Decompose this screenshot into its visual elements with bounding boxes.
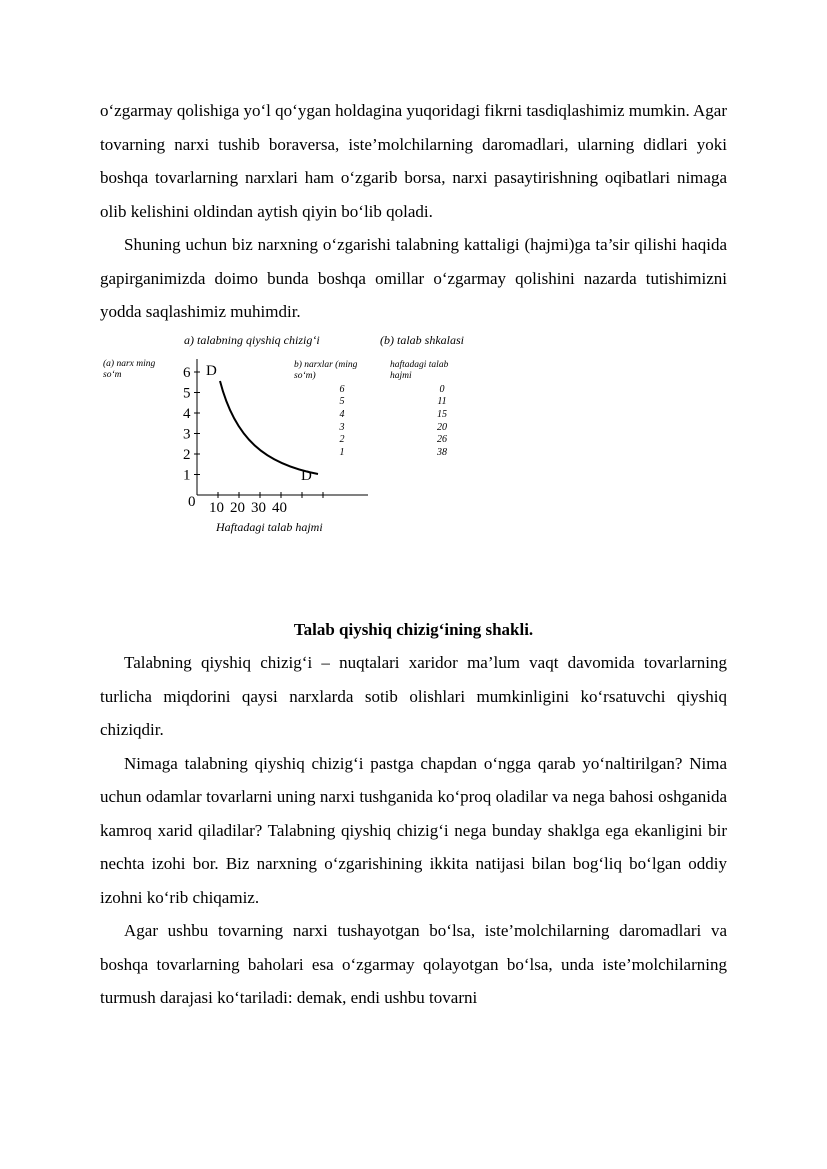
caption-b: (b) talab shkalasi	[380, 332, 464, 347]
x-axis-label: Haftadagi talab hajmi	[216, 519, 323, 534]
table-price-cell: 5	[339, 396, 345, 408]
paragraph-1: o‘zgarmay qolishiga yo‘l qo‘ygan holdagina yuqoridagi fikrni tasdiqlashimiz mumkin. Agar tovarning narxi tushib boraversa, iste’molchilarning daromadlari, ularning didlari yoki boshqa tovarlarning narxlari ham o‘zgarib borsa, narxi pasaytirishning oqibatlari nimaga olib kelishini oldindan aytish qiyin bo‘lib qoladi.	[100, 101, 727, 221]
y-tick-label: 4	[183, 405, 191, 422]
table-price-cell: 3	[339, 421, 345, 433]
table-qty-cell: 0	[439, 383, 445, 395]
table-header-qty: haftadagi talab hajmi	[390, 359, 449, 381]
x-tick-label: 20	[230, 499, 245, 516]
demand-curve	[220, 381, 318, 474]
table-qty-cell: 11	[437, 396, 447, 408]
table-price-cell: 1	[339, 447, 345, 459]
x-tick-label: 40	[272, 499, 287, 516]
table-price-cell: 4	[339, 408, 345, 420]
y-tick-label: 6	[183, 364, 191, 381]
table-qty-cell: 15	[437, 408, 447, 420]
paragraph-4: Nimaga talabning qiyshiq chizig‘i pastga chapdan o‘ngga qarab yo‘naltirilgan? Nima uchun odamlar tovarlarni uning narxi tushganida ko‘proq oladilar va nega bahosi oshganida kamroq xarid qiladilar? Talabning qiyshiq chizig‘i nega bunday shaklga ega ekanligini bir nechta izohi bor. Biz narxning o‘zgarishining ikkita natijasi bilan bog‘liq bo‘lgan oddiy izohni ko‘rib chiqamiz.	[100, 753, 727, 907]
paragraph-2: Shuning uchun biz narxning o‘zgarishi talabning kattaligi (hajmi)ga ta’sir qilishi haqida gapirganimizda doimo bunda boshqa omillar o‘zgarmay qolishini nazarda tutishimizni yodda saqlashimiz muhimdir.	[100, 235, 727, 321]
x-tick-label: 10	[209, 499, 224, 516]
table-price-cell: 6	[339, 383, 345, 395]
section-heading: Talab qiyshiq chizig‘ining shakli.	[293, 619, 534, 639]
x-tick-label: 30	[251, 499, 266, 516]
document-page	[100, 94, 727, 1015]
paragraph-5: Agar ushbu tovarning narxi tushayotgan bo‘lsa, iste’molchilarning daromadlari va boshqa tovarlarning baholari esa o‘zgarmay qolayotgan bo‘lsa, unda iste’molchilarning turmush darajasi ko‘tariladi: demak, endi ushbu tovarni	[100, 921, 727, 1007]
curve-label-top: D	[206, 362, 217, 379]
table-price-cell: 2	[339, 434, 345, 446]
table-qty-cell: 38	[437, 447, 447, 459]
y-tick-label: 1	[183, 467, 191, 483]
demand-figure	[100, 329, 727, 613]
y-tick-label: 3	[183, 426, 191, 442]
curve-label-bottom: D	[301, 467, 312, 484]
table-quantities	[432, 384, 452, 460]
paragraph-3: Talabning qiyshiq chizig‘i – nuqtalari xaridor ma’lum vaqt davomida tovarlarning turlicha miqdorini qaysi narxlarda sotib olishlari mumkinligini ko‘rsatuvchi qiyshiq chiziqdir.	[100, 653, 727, 739]
y-tick-label: 2	[183, 446, 191, 463]
table-qty-cell: 26	[437, 434, 447, 446]
table-qty-cell: 20	[437, 421, 447, 433]
caption-a: a) talabning qiyshiq chizig‘i	[184, 332, 320, 347]
origin-label: 0	[188, 493, 196, 510]
table-prices	[332, 384, 352, 460]
table-header-price: b) narxlar (ming so‘m)	[294, 359, 358, 381]
y-tick-label: 5	[183, 385, 191, 401]
y-axis-label: (a) narx ming so‘m	[103, 358, 156, 380]
